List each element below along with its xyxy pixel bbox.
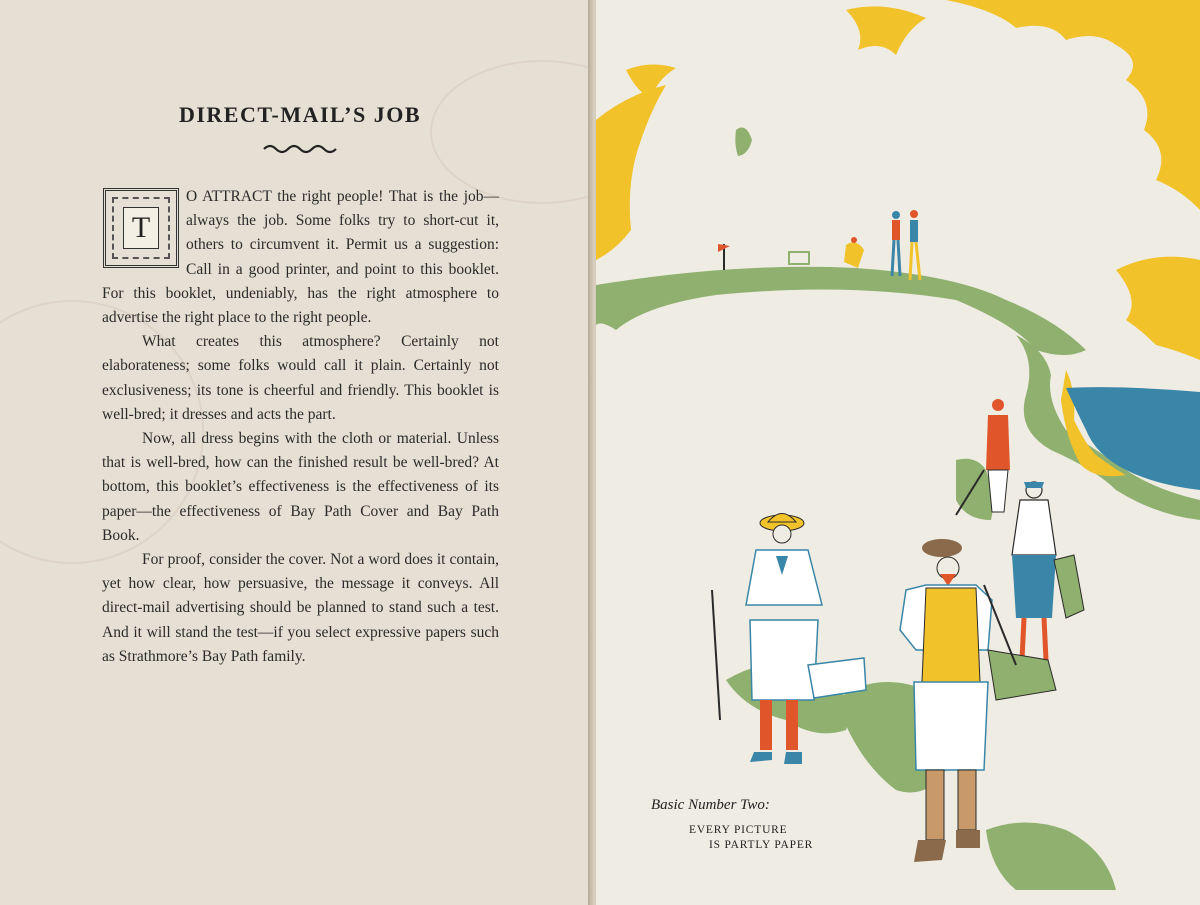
illustration-caption [651,797,813,851]
left-page [0,0,590,905]
paragraph-2: What creates this atmosphere? Certainly not elaborateness; some folks would call it plain. Certainly not exclusiveness; its tone is cheerful and friendly. This booklet is well-bred; it dresses and acts the part. [102,333,499,423]
leaf-shape [735,128,752,156]
cloud-strokes [596,0,1200,360]
caption-line-2: IS PARTLY PAPER [709,839,814,851]
hill-fairway [596,267,1086,355]
bench [789,252,809,264]
caption-title: Basic Number Two: [651,797,770,813]
paragraph-3: Now, all dress begins with the cloth or material. Unless that is well-bred, how can the finished result be well-bred? At bottom, this booklet’s effectiveness is the effectiveness of its paper—the effectiveness of Bay Path Cover and Bay Path Book. [102,430,499,544]
page-title: DIRECT-MAIL’S JOB [178,102,422,127]
paragraph-4: For proof, consider the cover. Not a word does it contain, yet how clear, how persuasive, the message it conveys. All direct-mail advertising should be planned to stand such a test. And it will stand the test—if you select expressive papers such as Strathmore’s Bay Path family. [102,551,499,665]
background-ghost-pattern [430,60,590,204]
ornament-divider-icon [262,142,338,156]
caption-line-1: EVERY PICTURE [689,824,788,836]
drop-cap-frame [103,188,179,268]
golfer-blue-shorts [1012,482,1084,660]
paragraph-1: O ATTRACT the right people! That is the job—always the job. Some folks try to short-cut it, others to circumvent it. Permit us a suggestion: Call in a good printer, and point to this booklet. For this booklet, undeniably, has the right atmosphere to advertise the right place to the right people. [102,188,499,327]
drop-cap-border [112,197,170,259]
right-page [596,0,1200,905]
drop-cap-letter: T [123,207,159,249]
golf-illustration [596,0,1200,905]
